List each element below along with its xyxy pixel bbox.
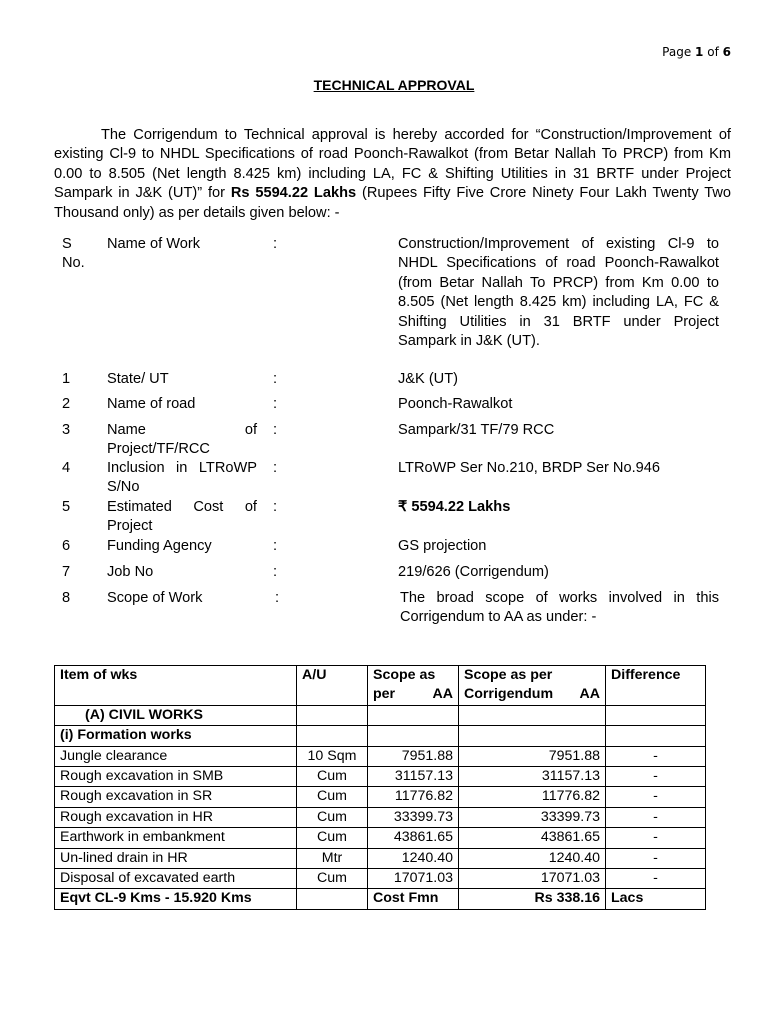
cell-item: Un-lined drain in HR: [55, 848, 297, 868]
detail-value: J&K (UT): [398, 371, 458, 387]
detail-label: State/ UT: [107, 371, 169, 387]
detail-label: Funding Agency: [107, 538, 212, 554]
table-row: [55, 787, 706, 807]
detail-value: ₹ 5594.22 Lakhs: [398, 499, 511, 515]
detail-colon: :: [273, 538, 278, 554]
cell-aa: 11776.82: [368, 787, 459, 807]
footer-au: [297, 889, 368, 909]
document-title: TECHNICAL APPROVAL: [313, 77, 475, 93]
cell-corr: 11776.82: [459, 787, 606, 807]
detail-sno: 6: [62, 538, 71, 554]
footer-cost-label: Cost Fmn: [368, 889, 459, 909]
cell-corr: 43861.65: [459, 828, 606, 848]
table-cell: [368, 705, 459, 725]
detail-colon: :: [273, 236, 278, 252]
header-scope-aa: Scope as per AA: [368, 666, 459, 706]
works-table: [54, 665, 706, 910]
cell-aa: 1240.40: [368, 848, 459, 868]
cell-corr: 1240.40: [459, 848, 606, 868]
table-row: [55, 848, 706, 868]
table-cell: [459, 705, 606, 725]
detail-colon: :: [273, 422, 278, 438]
cell-corr: 31157.13: [459, 767, 606, 787]
detail-sno: 7: [62, 564, 71, 580]
page-number: [662, 45, 731, 59]
detail-sno: 5: [62, 499, 71, 515]
cell-diff: -: [606, 787, 706, 807]
table-row: [55, 746, 706, 766]
detail-sno: 1: [62, 371, 71, 387]
detail-colon: :: [273, 396, 278, 412]
detail-label: Job No: [107, 564, 154, 580]
cell-au: 10 Sqm: [297, 746, 368, 766]
table-cell: [606, 705, 706, 725]
subsection-title: (i) Formation works: [55, 726, 297, 746]
detail-label: Name of Work: [107, 236, 200, 252]
table-cell: [297, 705, 368, 725]
table-cell: [368, 726, 459, 746]
table-subsection-row: [55, 726, 706, 746]
detail-colon: :: [273, 460, 278, 476]
detail-label: Name of road: [107, 396, 196, 412]
table-row: [55, 767, 706, 787]
table-section-row: [55, 705, 706, 725]
table-footer-row: [55, 889, 706, 909]
header-difference: Difference: [606, 666, 706, 706]
page-label: Page: [662, 45, 692, 59]
footer-item: Eqvt CL-9 Kms - 15.920 Kms: [55, 889, 297, 909]
table-header-row: [55, 666, 706, 706]
cell-item: Rough excavation in SMB: [55, 767, 297, 787]
cell-au: Cum: [297, 767, 368, 787]
cell-diff: -: [606, 848, 706, 868]
cell-item: Earthwork in embankment: [55, 828, 297, 848]
cell-au: Mtr: [297, 848, 368, 868]
detail-colon: :: [273, 564, 278, 580]
detail-colon: :: [273, 499, 278, 515]
cell-au: Cum: [297, 869, 368, 889]
detail-label: Inclusion in LTRoWP S/No: [107, 460, 257, 496]
cell-corr: 17071.03: [459, 869, 606, 889]
detail-sno: 4: [62, 460, 71, 476]
cell-item: Disposal of excavated earth: [55, 869, 297, 889]
table-row: [55, 869, 706, 889]
detail-label: Scope of Work: [107, 590, 203, 606]
cell-aa: 7951.88: [368, 746, 459, 766]
intro-paragraph: [54, 126, 731, 223]
footer-unit: Lacs: [606, 889, 706, 909]
cell-diff: -: [606, 807, 706, 827]
detail-value: GS projection: [398, 538, 487, 554]
cell-aa: 43861.65: [368, 828, 459, 848]
page-total: 6: [722, 45, 731, 59]
cell-item: Rough excavation in SR: [55, 787, 297, 807]
cell-diff: -: [606, 746, 706, 766]
cell-item: Jungle clearance: [55, 746, 297, 766]
detail-value: Construction/Improvement of existing Cl-9 to NHDL Specifications of road Poonch-Rawalkot (from Betar Nallah To PRCP) from Km 0.00 to 8.505 (Net length 8.425 km) including LA, FC & Shifting Utilities in 31 BRTF under Project Sampark in J&K (UT).: [398, 236, 719, 350]
intro-text-2: (Rupees Fifty Five Crore Ninety Four Lakh Twenty Two Thousand only) as per details given below: -: [54, 185, 732, 221]
detail-label: Name of Project/TF/RCC: [107, 422, 257, 458]
detail-sno: 8: [62, 590, 71, 606]
cell-corr: 33399.73: [459, 807, 606, 827]
header-au: A/U: [297, 666, 368, 706]
footer-cost-value: Rs 338.16: [459, 889, 606, 909]
cell-diff: -: [606, 828, 706, 848]
cell-item: Rough excavation in HR: [55, 807, 297, 827]
detail-colon: :: [275, 590, 280, 606]
header-scope-corr: Scope as per Corrigendum AA: [459, 666, 606, 706]
intro-amount: Rs 5594.22 Lakhs: [230, 185, 357, 202]
detail-sno: 3: [62, 422, 71, 438]
page-current: 1: [695, 45, 704, 59]
detail-colon: :: [273, 371, 278, 387]
table-row: [55, 807, 706, 827]
cell-diff: -: [606, 869, 706, 889]
detail-label: Estimated Cost of Project: [107, 499, 257, 535]
detail-value: The broad scope of works involved in this Corrigendum to AA as under: -: [400, 590, 719, 626]
table-cell: [459, 726, 606, 746]
cell-diff: -: [606, 767, 706, 787]
detail-value: LTRoWP Ser No.210, BRDP Ser No.946: [398, 460, 660, 476]
section-title: (A) CIVIL WORKS: [55, 705, 297, 725]
cell-au: Cum: [297, 828, 368, 848]
detail-value: Sampark/31 TF/79 RCC: [398, 422, 555, 438]
cell-aa: 17071.03: [368, 869, 459, 889]
intro-text-1: The Corrigendum to Technical approval is hereby accorded for “Construction/Improvement of existing Cl-9 to NHDL Specifications of road Poonch-Rawalkot (from Betar Nallah To PRCP) from Km 0.00 to 8.505 (Net length 8.425 km) including LA, FC & Shifting Utilities in 31 BRTF under Project Sampark in J&K (UT)” for: [54, 127, 731, 202]
table-cell: [297, 726, 368, 746]
page-of: of: [707, 45, 719, 59]
cell-au: Cum: [297, 807, 368, 827]
detail-sno: 2: [62, 396, 71, 412]
table-row: [55, 828, 706, 848]
detail-sno: S No.: [62, 236, 85, 272]
cell-au: Cum: [297, 787, 368, 807]
cell-corr: 7951.88: [459, 746, 606, 766]
detail-value: 219/626 (Corrigendum): [398, 564, 549, 580]
header-item: Item of wks: [55, 666, 297, 706]
cell-aa: 33399.73: [368, 807, 459, 827]
cell-aa: 31157.13: [368, 767, 459, 787]
table-cell: [606, 726, 706, 746]
detail-value: Poonch-Rawalkot: [398, 396, 513, 412]
